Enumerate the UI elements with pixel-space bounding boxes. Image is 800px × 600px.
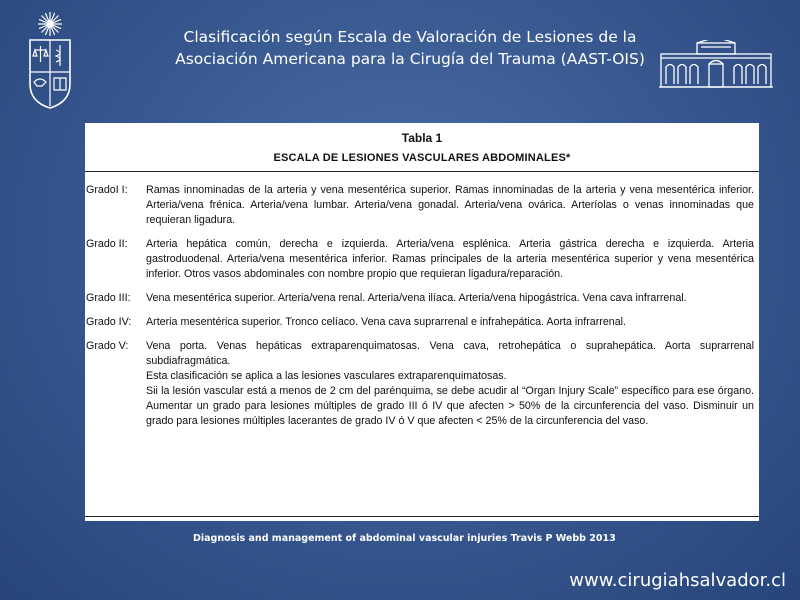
grade-row-4 — [85, 315, 759, 330]
grade-label: Grado II: — [86, 238, 128, 250]
grade-label: Grado IV: — [86, 316, 132, 328]
grade-label: GradoI I: — [86, 184, 128, 196]
grade-paragraph: Esta clasificación se aplica a las lesiones vasculares extraparenquimatosas. — [146, 370, 507, 382]
source-citation: Diagnosis and management of abdominal vascular injuries Travis P Webb 2013 — [193, 533, 616, 544]
grade-row-3 — [85, 291, 759, 306]
title-line-1: Clasificación según Escala de Valoración de Lesiones de la — [183, 28, 637, 46]
grade-row-5 — [85, 339, 759, 429]
vascular-injury-table — [85, 123, 759, 521]
grade-description — [146, 315, 759, 330]
grade-paragraph: Ramas innominadas de la arteria y vena mesentérica superior. Ramas innominadas de la arteria y vena mesentérica inferior. Arteria/vena frénica. Arteria/vena lumbar. Arteria/vena gonadal. Arteria/vena ovárica. Arteríolas o venas innominadas que requieran ligadura. — [146, 184, 754, 226]
table-bottom-rule — [85, 516, 759, 517]
grade-row-2 — [85, 237, 759, 282]
table-top-rule — [85, 171, 759, 172]
slide-title — [140, 26, 680, 70]
grade-paragraph: Arteria hepática común, derecha e izquierda. Arteria/vena esplénica. Arteria gástrica derecha e izquierda. Arteria gastroduodenal. Arteria/vena mesentérica inferior. Ramas principales de la arteria mesentérica superior y vena mesentérica inferior. Otros vasos abdominales con nombre propio que requieran ligadura/reparación. — [146, 238, 754, 280]
grade-description — [146, 291, 759, 306]
grade-row-1 — [85, 183, 759, 228]
title-line-2: Asociación Americana para la Cirugía del Trauma (AAST-OIS) — [175, 50, 645, 68]
website-url: www.cirugiahsalvador.cl — [569, 570, 786, 591]
grade-paragraph: Sii la lesión vascular está a menos de 2 cm del parénquima, se debe acudir al “Organ Injury Scale” específico para ese órgano. Aumentar un grado para lesiones múltiples de grado III ó IV que afecten > 50% de la circunferencia del vaso. Disminuir un grado para lesiones múltiples lacerantes de grado IV ó V que afecten < 25% de la circunferencia del vaso. — [146, 385, 754, 427]
table-subtitle: ESCALA DE LESIONES VASCULARES ABDOMINALES* — [273, 152, 571, 164]
grade-list — [85, 183, 759, 438]
grade-description — [146, 237, 759, 282]
grade-paragraph: Vena porta. Venas hepáticas extraparenquimatosas. Vena cava, retrohepática o suprahepática. Aorta suprarrenal subdiafragmática. — [146, 340, 754, 367]
grade-description — [146, 339, 759, 429]
university-crest-icon — [26, 10, 74, 110]
table-title: Tabla 1 — [401, 131, 443, 145]
grade-description — [146, 183, 759, 228]
grade-paragraph: Arteria mesentérica superior. Tronco celíaco. Vena cava suprarrenal e infrahepática. Aorta infrarrenal. — [146, 316, 627, 328]
hospital-building-icon — [657, 40, 775, 90]
grade-paragraph: Vena mesentérica superior. Arteria/vena renal. Arteria/vena ilíaca. Arteria/vena hipogástrica. Vena cava infrarrenal. — [146, 292, 687, 304]
grade-label: Grado V: — [86, 340, 129, 352]
grade-label: Grado III: — [86, 292, 131, 304]
